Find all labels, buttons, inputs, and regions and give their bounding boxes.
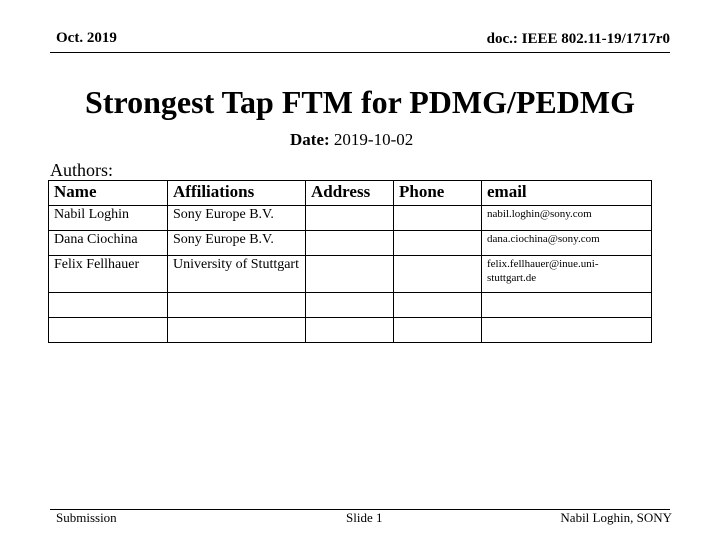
table-header-row	[49, 181, 652, 206]
authors-table	[48, 180, 652, 343]
date-line	[290, 130, 413, 150]
author-phone	[394, 318, 482, 343]
author-phone	[394, 256, 482, 293]
author-name	[49, 293, 168, 318]
footer-submission: Submission	[56, 510, 117, 525]
header-rule	[50, 52, 670, 53]
column-header-email: email	[482, 181, 652, 206]
author-phone	[394, 231, 482, 256]
author-email: dana.ciochina@sony.com	[482, 231, 652, 256]
column-header-address: Address	[306, 181, 394, 206]
author-affiliation: University of Stuttgart	[168, 256, 306, 293]
column-header-affiliations: Affiliations	[168, 181, 306, 206]
header-date: Oct. 2019	[56, 30, 117, 46]
author-name: Nabil Loghin	[49, 206, 168, 231]
author-name: Dana Ciochina	[49, 231, 168, 256]
author-phone	[394, 206, 482, 231]
author-email	[482, 293, 652, 318]
date-label: Date:	[290, 130, 330, 149]
author-name	[49, 318, 168, 343]
author-email	[482, 318, 652, 343]
table-row	[49, 231, 652, 256]
column-header-name: Name	[49, 181, 168, 206]
author-address	[306, 231, 394, 256]
footer-slide-number: Slide 1	[346, 510, 383, 525]
column-header-phone: Phone	[394, 181, 482, 206]
table-row	[49, 293, 652, 318]
footer-author: Nabil Loghin, SONY	[560, 510, 672, 525]
header-doc-number: doc.: IEEE 802.11-19/1717r0	[486, 31, 670, 47]
author-address	[306, 318, 394, 343]
author-name: Felix Fellhauer	[49, 256, 168, 293]
table-row	[49, 206, 652, 231]
author-email: nabil.loghin@sony.com	[482, 206, 652, 231]
author-email: felix.fellhauer@inue.uni-stuttgart.de	[482, 256, 652, 293]
author-address	[306, 256, 394, 293]
author-affiliation: Sony Europe B.V.	[168, 206, 306, 231]
author-address	[306, 293, 394, 318]
author-affiliation: Sony Europe B.V.	[168, 231, 306, 256]
author-affiliation	[168, 318, 306, 343]
table-row	[49, 256, 652, 293]
author-address	[306, 206, 394, 231]
slide-title: Strongest Tap FTM for PDMG/PEDMG	[85, 84, 635, 120]
date-value: 2019-10-02	[333, 130, 414, 149]
authors-label: Authors:	[50, 160, 113, 180]
author-affiliation	[168, 293, 306, 318]
author-phone	[394, 293, 482, 318]
table-row	[49, 318, 652, 343]
